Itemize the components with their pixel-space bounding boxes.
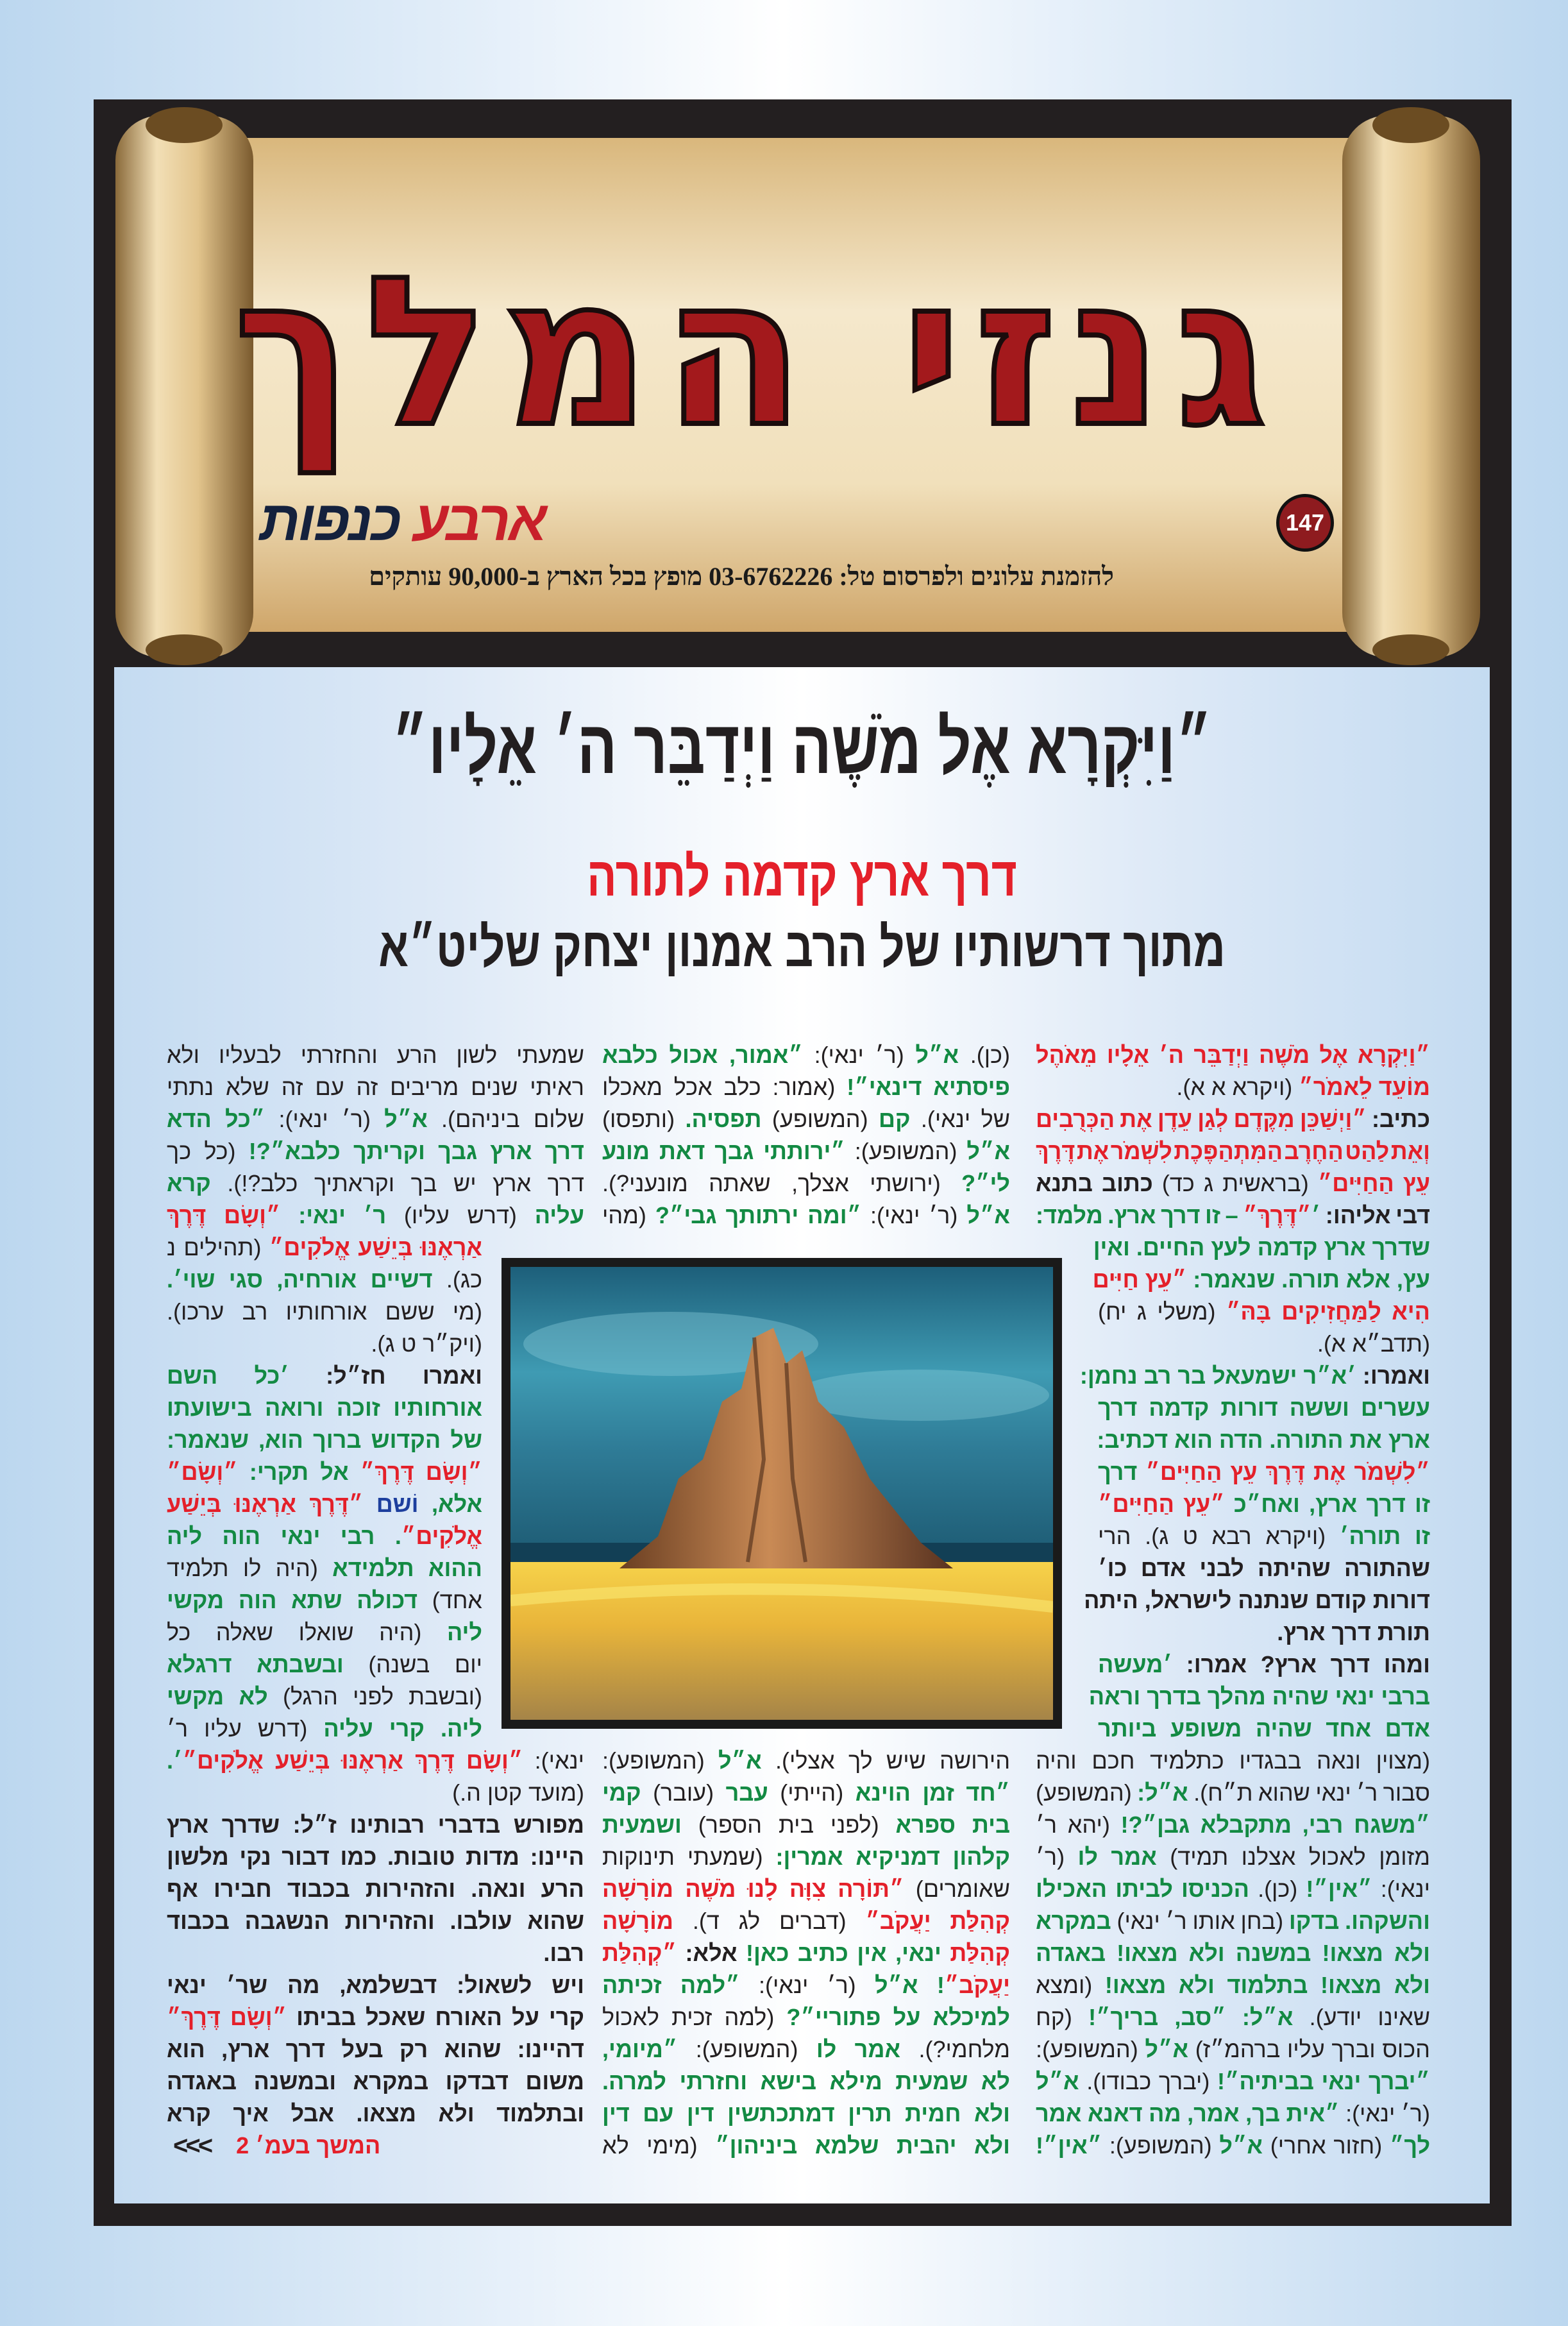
- text-run: סבור ר׳ ינאי שהוא ת״ח).: [1188, 1779, 1430, 1806]
- text-line: [1036, 1873, 1430, 1905]
- text-run: (הייתי): [768, 1779, 844, 1806]
- text-run: שמעתי לשון הרע והחזרתי לבעליו ולא: [167, 1042, 584, 1068]
- text-line: [1036, 1296, 1430, 1328]
- aramaic-source-text: במקרא: [1036, 1908, 1111, 1934]
- text-run: (המשופע): [1036, 1779, 1132, 1806]
- text-run: שאינו יודע).: [1293, 2004, 1430, 2030]
- aramaic-source-text: קרא: [167, 1170, 211, 1196]
- aramaic-source-text: ולא מצאו! במשנה ולא מצאו! באגדה: [1036, 1940, 1430, 1966]
- aramaic-source-text: עבר: [714, 1779, 768, 1806]
- text-line: [602, 1937, 1010, 1969]
- aramaic-source-text: אל תקרי:: [237, 1459, 360, 1485]
- text-line: [1036, 2066, 1430, 2098]
- text-run: יום בשנה): [343, 1651, 482, 1677]
- text-run: רבו.: [543, 1940, 584, 1966]
- landscape-image: [510, 1267, 1053, 1720]
- aramaic-source-text: ליה: [421, 1619, 483, 1645]
- text-line: [1036, 1713, 1430, 1745]
- text-line: [1036, 1103, 1430, 1135]
- text-run: (ויקרא רבא ט ג). הרי: [1098, 1523, 1340, 1549]
- text-run: (תהילים נ: [167, 1234, 269, 1261]
- desert-rock-painting: [502, 1258, 1062, 1729]
- aramaic-source-text: ! א״ל: [856, 1972, 945, 1998]
- logo-word-1: ארבע: [413, 489, 545, 552]
- text-run: משום דבדקו במקרא ובמשנה באגדה: [167, 2068, 584, 2094]
- text-run: (ר׳ ינאי):: [265, 1106, 371, 1132]
- aramaic-source-text: ״אין״!: [1036, 2132, 1102, 2159]
- text-run: (חזור אחרי): [1263, 2132, 1383, 2159]
- text-run: ויש לשאול: דבשלמא, מה שר׳ ינאי: [167, 1972, 584, 1998]
- aramaic-source-text: לא שמעית מילא בישא וחזרתי למרה.: [602, 2068, 1010, 2094]
- text-run: (מועד קטן ה.): [452, 1779, 584, 1806]
- text-run: (אמור: כלב אכל מאכלו: [602, 1074, 836, 1100]
- aramaic-source-text: ברבי ינאי שהיה מהלך בדרך וראה: [1088, 1683, 1430, 1710]
- text-run: מלחמי?).: [900, 2036, 1011, 2062]
- text-line: [1036, 1841, 1430, 1873]
- aramaic-source-text: והשקהו. בדקו: [1283, 1908, 1430, 1934]
- text-line: [167, 1777, 584, 1809]
- text-line: [167, 2033, 584, 2066]
- text-line: [167, 1809, 584, 1841]
- aramaic-source-text: בית ספרא: [879, 1812, 1010, 1838]
- text-run: דהיינו: שהוא רק בעל דרך ארץ, הוא: [167, 2036, 584, 2062]
- aramaic-source-text: א״ל: ״סב, בריך״!: [1072, 2004, 1294, 2030]
- scripture-quote: הִיא לַמַּחֲזִיקִים בָּהּ״: [1226, 1298, 1431, 1325]
- text-run: (ירושתי אצלך, שאתה מונעני?).: [602, 1170, 941, 1196]
- text-run: (ר׳ ינאי):: [861, 1202, 958, 1228]
- text-line: [1036, 2130, 1430, 2162]
- text-line: [167, 1969, 584, 2001]
- aramaic-source-text: אמר לו: [798, 2036, 901, 2062]
- aramaic-source-text: למיכלא על פתוריי״?: [774, 2004, 1010, 2030]
- text-line: [1036, 1969, 1430, 2001]
- text-line: [602, 1969, 1010, 2001]
- text-run: (שמעתי תינוקות: [602, 1844, 763, 1870]
- text-run: ומהו דרך ארץ? אמרו:: [1172, 1651, 1430, 1677]
- text-line: [1036, 1649, 1430, 1681]
- scripture-quote: יַעֲקֹב״: [944, 1972, 1010, 1998]
- text-run: (ויק״ר ט ג).: [371, 1330, 482, 1357]
- text-line: [167, 1039, 584, 1071]
- scripture-quote: קְהִלַּת יַעֲקֹב״: [865, 1908, 1011, 1934]
- text-line: [1036, 1552, 1430, 1584]
- text-run: מזומן לאכול אצלנו תמיד): [1156, 1844, 1430, 1870]
- scripture-quote: ״תּוֹרָה צִוָּה לָנוּ מֹשֶׁה מוֹרָשָׁה: [602, 1876, 904, 1902]
- aramaic-source-text: א״ל: [957, 1202, 1010, 1228]
- aramaic-source-text: ולא מצאו! בתלמוד ולא מצאו!: [1092, 1972, 1430, 1998]
- aramaic-source-text: ׳.: [167, 1747, 183, 1774]
- text-run: שלום ביניהם).: [427, 1106, 584, 1132]
- aramaic-source-text: שדרך ארץ קדמה לעץ החיים. ואין: [1093, 1234, 1430, 1261]
- aramaic-source-text: זו דרך ארץ, ואח״כ: [1224, 1491, 1430, 1517]
- aramaic-source-text: א״ל: [904, 1042, 959, 1068]
- text-run: אחד): [417, 1587, 482, 1613]
- text-line: [167, 1873, 584, 1905]
- text-run: ינאי):: [1372, 1876, 1430, 1902]
- aramaic-source-text: ״כל הדא: [167, 1106, 266, 1132]
- text-line: [167, 2001, 584, 2033]
- issue-number-badge: 147: [1276, 494, 1334, 552]
- text-run: היינו: מדות טובות. כמו דבור נקי מלשון: [167, 1844, 584, 1870]
- scripture-quote: וְאֵת לַהַט הַחֶרֶב הַמִּתְהַפֶּכֶת לִשְׁמֹר אֶת דֶּרֶךְ: [1036, 1138, 1430, 1164]
- scripture-quote: ״וַיְשַׁכֵּן מִקֶּדֶם לְגַן עֵדֶן אֶת הַכְּרֻבִים: [1036, 1106, 1367, 1132]
- text-line: [167, 1071, 584, 1103]
- text-line: [1036, 1200, 1430, 1232]
- aramaic-source-text: א״ל: [371, 1106, 428, 1132]
- text-run: שהתורה שהיתה לבני אדם כו׳: [1098, 1555, 1430, 1581]
- text-line: [602, 2098, 1010, 2130]
- text-line: [602, 2130, 1010, 2162]
- text-run: (לפני בית הספר): [681, 1812, 879, 1838]
- text-run: (ר׳ ינאי):: [802, 1042, 904, 1068]
- scripture-quote: ״דֶּרֶךְ אַרְאֶנּוּ בְּיֵשַׁע: [167, 1491, 364, 1517]
- text-line: [1036, 2001, 1430, 2033]
- text-run: קרי על האורח שאכל בביתו: [287, 2004, 585, 2030]
- text-line: [1036, 1809, 1430, 1841]
- aramaic-source-text: אמר לו: [1065, 1844, 1157, 1870]
- text-run: של ינאי).: [910, 1106, 1011, 1132]
- text-line: [1036, 1681, 1430, 1713]
- text-run: אלא:: [677, 1940, 738, 1966]
- text-run: ינאי):: [523, 1747, 584, 1774]
- advertising-contact-line: להזמנת עלונים ולפרסום טל: 03-6762226 מופץ בכל הארץ ב-90,000 עותקים: [369, 562, 1114, 591]
- aramaic-source-text: – זו דרך ארץ. מלמד:: [1036, 1202, 1243, 1228]
- text-line: [1036, 1360, 1430, 1392]
- text-run: (ומצא: [1036, 1972, 1093, 1998]
- aramaic-source-text: דרך ארץ גבך וקריתך כלבא״?!: [235, 1138, 584, 1164]
- aramaic-source-text: ״ומה ירתותך גבי״?: [646, 1202, 862, 1228]
- aramaic-source-text: לי״?: [940, 1170, 1011, 1196]
- aramaic-source-text: אורחותיו זוכה ורואה בישועתו: [167, 1395, 482, 1421]
- aramaic-source-text: א״ל:: [1131, 1779, 1188, 1806]
- aramaic-source-text: ובשבתא דרגלא: [167, 1651, 344, 1677]
- text-run: הכוס וברך עליו ברהמ״ז): [1188, 2036, 1430, 2062]
- text-line: [602, 1200, 1010, 1232]
- text-run: (המשופע):: [677, 2036, 798, 2062]
- text-run: ואמרו:: [1356, 1362, 1430, 1389]
- aramaic-source-text: ר׳ ינאי:: [280, 1202, 387, 1228]
- text-run: (מי ששם אורחותיו רב ערכו).: [167, 1298, 482, 1325]
- aramaic-source-text: ׳כל השם: [167, 1362, 289, 1389]
- text-line: [1036, 1488, 1430, 1520]
- aramaic-source-text: ״למה זכיתה: [602, 1972, 740, 1998]
- scripture-quote: מוֹעֵד לֵאמֹר״: [1299, 1074, 1430, 1100]
- text-run: כתיב:: [1366, 1106, 1430, 1132]
- text-line: [1036, 1905, 1430, 1937]
- text-run: הירושה שיש לך אצלי).: [761, 1747, 1011, 1774]
- article-subtitle-red: דרך ארץ קדמה לתורה: [587, 846, 1017, 908]
- scripture-quote: ״עֵץ חַיִּים: [1092, 1266, 1187, 1293]
- aramaic-source-text: א״ל: [957, 1138, 1011, 1164]
- aramaic-source-text: א״ל: [1211, 2132, 1263, 2159]
- aramaic-source-text: לך״: [1382, 2132, 1431, 2159]
- text-run: (מצוין ונאה בבגדיו כתלמיד חכם והיה: [1036, 1747, 1430, 1774]
- text-line: [602, 1777, 1010, 1809]
- text-run: (ויקרא א א).: [1176, 1074, 1299, 1100]
- text-line: [602, 1039, 1010, 1071]
- text-line: [1036, 1264, 1430, 1296]
- arrows-left-icon: <<<: [173, 2132, 211, 2160]
- text-run: (דרש עליו): [386, 1202, 517, 1228]
- aramaic-source-text: תפסיה.: [675, 1106, 762, 1132]
- scripture-quote: ״וְשָׂם״: [167, 1459, 238, 1485]
- text-run: (המשופע): [761, 1106, 868, 1132]
- text-run: (מהי: [602, 1202, 646, 1228]
- column-middle-top-lines: [602, 1039, 1010, 1232]
- aramaic-source-text: עץ, אלא תורה. שנאמר:: [1186, 1266, 1430, 1293]
- scripture-quote: ״וְשָׂם דֶּרֶךְ: [167, 1202, 281, 1228]
- aramaic-source-text: ״אית בך, אמר, מה דאנא אמר: [1036, 2100, 1340, 2127]
- text-line: [167, 1937, 584, 1969]
- scripture-quote: ״וְשָׂם דֶּרֶךְ״: [167, 2004, 287, 2030]
- text-line: [602, 2001, 1010, 2033]
- text-line: [602, 1167, 1010, 1200]
- arba-kanfot-logo: [259, 486, 545, 556]
- text-run: (המשופע):: [1036, 2036, 1138, 2062]
- aramaic-source-text: לא מקשי: [167, 1683, 268, 1710]
- continued-label: המשך בעמ׳ 2: [236, 2132, 381, 2159]
- scripture-quote: ״עֵץ הַחַיִּים״: [1098, 1491, 1225, 1517]
- aramaic-source-text: ׳: [1311, 1202, 1321, 1228]
- text-line: [602, 1745, 1010, 1777]
- scripture-quote: ״דֶּרֶךְ״: [1243, 1202, 1311, 1228]
- text-run: (כל כך: [167, 1138, 236, 1164]
- text-run: וֹשם: [363, 1491, 419, 1517]
- aramaic-source-text: ״חד זמן הוינא: [843, 1779, 1010, 1806]
- aramaic-source-text: ליה. קרי עליה: [307, 1715, 483, 1742]
- text-run: דורות קודם שנתנה לישראל, היתה: [1084, 1587, 1430, 1613]
- text-line: [1036, 1392, 1430, 1424]
- text-line: [167, 2098, 584, 2130]
- aramaic-source-text: ״משגח רבי, מתקבלא גבן״?!: [1109, 1812, 1431, 1838]
- text-run: כתוב בתנא: [1036, 1170, 1153, 1196]
- text-run: (ותפסו): [602, 1106, 675, 1132]
- scripture-quote: ״וְשָׂם דֶּרֶךְ אַרְאֶנּוּ בְּיֵשַׁע אֱלֹקִים״: [182, 1747, 523, 1774]
- text-line: [1036, 1520, 1430, 1552]
- aramaic-source-text: ״ירותתי גבך דאת מונע: [602, 1138, 845, 1164]
- text-line: [1036, 1071, 1430, 1103]
- text-run: (יברך כבודו).: [1079, 2068, 1210, 2094]
- scripture-quote: אַרְאֶנּוּ בְּיֵשַׁע אֱלֹקִים״: [269, 1234, 482, 1261]
- text-line: [602, 1905, 1010, 1937]
- text-run: (דרש עליו ר׳: [167, 1715, 308, 1742]
- scripture-quote: מוֹרָשָׁה: [602, 1908, 674, 1934]
- aramaic-source-text: ולא חמית תרין דמתכתשין דין עם דין: [602, 2100, 1010, 2127]
- text-line: [1036, 1617, 1430, 1649]
- aramaic-source-text: ״אמור, אכול כלבא: [602, 1042, 803, 1068]
- text-line: [167, 1200, 584, 1232]
- aramaic-source-text: קם: [868, 1106, 911, 1132]
- aramaic-source-text: ושמעית: [602, 1812, 682, 1838]
- text-run: (משלי ג יח): [1098, 1298, 1226, 1325]
- text-line: [1036, 1456, 1430, 1488]
- text-run: (תדב״א א).: [1317, 1330, 1430, 1357]
- text-line: [167, 2066, 584, 2098]
- aramaic-source-text: ׳א״ר ישמעאל בר רב נחמן:: [1079, 1362, 1356, 1389]
- article-subtitle-author: מתוך דרשותיו של הרב אמנון יצחק שליט״א: [378, 917, 1226, 978]
- article-title: ״וַיִּקְרָא אֶל מֹשֶׁה וַיְדַבֵּר ה׳ אֵלָיו״: [391, 705, 1213, 790]
- aramaic-source-text: קמי: [602, 1779, 641, 1806]
- text-line: [602, 1103, 1010, 1135]
- text-line: [167, 1103, 584, 1135]
- aramaic-source-text: זו תורה׳: [1339, 1523, 1430, 1549]
- text-run: ואמרו חז״ל:: [289, 1362, 482, 1389]
- scripture-quote: ״וַיִּקְרָא אֶל מֹשֶׁה וַיְדַבֵּר ה׳ אֵלָיו מֵאֹהֶל: [1036, 1042, 1430, 1068]
- aramaic-source-text: ארץ את התורה. הדה הוא דכתיב:: [1097, 1427, 1430, 1453]
- continued-on-page-link[interactable]: [167, 2130, 584, 2162]
- text-run: (כן).: [959, 1042, 1010, 1068]
- logo-word-2: כנפות: [259, 489, 400, 552]
- text-line: [1036, 2033, 1430, 2066]
- text-line: [602, 1809, 1010, 1841]
- text-line: [1036, 1328, 1430, 1360]
- text-line: [1036, 1584, 1430, 1617]
- text-run: שאומרים): [904, 1876, 1010, 1902]
- aramaic-source-text: הכניסו לביתו האכילו: [1036, 1876, 1249, 1902]
- aramaic-source-text: ׳מעשה: [1098, 1651, 1172, 1677]
- aramaic-source-text: ההוא תלמידא: [317, 1555, 483, 1581]
- scripture-quote: ״לִשְׁמֹר אֶת דֶּרֶךְ עֵץ הַחַיִּים״: [1145, 1459, 1430, 1485]
- text-run: דבי אליהו:: [1320, 1202, 1430, 1228]
- text-line: [167, 1135, 584, 1167]
- column-right-lines: [1036, 1039, 1430, 2162]
- text-line: [602, 2033, 1010, 2066]
- text-line: [1036, 1135, 1430, 1167]
- text-line: [1036, 1745, 1430, 1777]
- text-run: הרע ונאה. והזהירות בכבוד חבירו אף: [167, 1876, 584, 1902]
- text-run: (קח: [1036, 2004, 1072, 2030]
- text-run: מפורש בדברי רבותינו ז״ל: שדרך ארץ: [167, 1812, 584, 1838]
- text-line: [1036, 1039, 1430, 1071]
- masthead-title: גנזי המלך: [233, 233, 1280, 472]
- text-run: (עובר): [641, 1779, 714, 1806]
- aramaic-source-text: א״ל: [704, 1747, 762, 1774]
- scripture-quote: אֱלֹקִים״: [401, 1523, 482, 1549]
- aramaic-source-text: עשרים וששה דורות קדמה דרך: [1098, 1395, 1430, 1421]
- text-run: (ובשבת לפני הרגל): [267, 1683, 482, 1710]
- text-run: (כן).: [1249, 1876, 1298, 1902]
- text-line: [1036, 2098, 1430, 2130]
- aramaic-source-text: דכולה שתא הוה מקשי: [167, 1587, 418, 1613]
- text-run: (היה לו תלמיד: [167, 1555, 318, 1581]
- aramaic-source-text: דשיים אורחיה, סגי שוי׳.: [167, 1266, 433, 1293]
- text-run: (למה זכית לאכול: [602, 2004, 775, 2030]
- column-middle-bottom-lines: [602, 1745, 1010, 2162]
- aramaic-source-text: ״מיומי,: [602, 2036, 678, 2062]
- text-line: [1036, 1424, 1430, 1456]
- aramaic-source-text: ולא יהבית שלמא ביניהון״: [697, 2132, 1010, 2159]
- scripture-quote: ״קְהִלַּת: [602, 1940, 677, 1966]
- text-run: (מימי לא: [602, 2132, 698, 2159]
- aramaic-source-text: ״יברך ינאי בביתיה״!: [1210, 2068, 1430, 2094]
- text-run: (בראשית ג כד): [1152, 1170, 1318, 1196]
- text-line: [602, 1841, 1010, 1873]
- aramaic-source-text: א״ל: [1138, 2036, 1189, 2062]
- text-run: ראיתי שנים מריבים זה עם זה שלא נתתי: [167, 1074, 584, 1100]
- aramaic-source-text: פיסתיא דינאי״!: [835, 1074, 1010, 1100]
- text-run: (המשופע):: [845, 1138, 957, 1164]
- text-line: [167, 1905, 584, 1937]
- aramaic-source-text: דרך: [1098, 1459, 1146, 1485]
- text-run: (המשופע):: [1102, 2132, 1212, 2159]
- aramaic-source-text: ינאי, אין כתיב כאן!: [737, 1940, 941, 1966]
- aramaic-source-text: של הקדוש ברוך הוא, שנאמר:: [167, 1427, 482, 1453]
- text-run: (ר׳: [1036, 1844, 1065, 1870]
- text-line: [602, 1135, 1010, 1167]
- text-line: [1036, 1232, 1430, 1264]
- aramaic-source-text: א״ל: [1036, 2068, 1079, 2094]
- text-run: שהוא עולבו. והזהירות הנשגבה בכבוד: [167, 1908, 584, 1934]
- text-run: (היה שואלו שאלה כל: [167, 1619, 422, 1645]
- text-run: (המשופע):: [602, 1747, 705, 1774]
- text-line: [602, 2066, 1010, 2098]
- text-line: [602, 1071, 1010, 1103]
- text-run: תורת דרך ארץ.: [1277, 1619, 1430, 1645]
- text-line: [602, 1873, 1010, 1905]
- text-run: (בחן אותו ר׳ ינאי): [1111, 1908, 1284, 1934]
- aramaic-source-text: אדם אחד שהיה משופע ביותר: [1098, 1715, 1430, 1742]
- text-run: ובתלמוד ולא מצאו. אבל איך קרא: [167, 2100, 584, 2127]
- text-line: [1036, 1167, 1430, 1200]
- aramaic-source-text: קלהון דמניקיא אמרין:: [763, 1844, 1011, 1870]
- text-run: (דברים לג ד).: [673, 1908, 866, 1934]
- text-line: [167, 1745, 584, 1777]
- scripture-quote: קְהִלַּת: [941, 1940, 1010, 1966]
- text-run: (יהא ר׳: [1036, 1812, 1110, 1838]
- scripture-quote: ״וְשָׂם דֶּרֶךְ״: [360, 1459, 482, 1485]
- scripture-quote: עֵץ הַחַיִּים״: [1317, 1170, 1430, 1196]
- text-line: [167, 1841, 584, 1873]
- text-line: [167, 1167, 584, 1200]
- aramaic-source-text: ״אין״!: [1297, 1876, 1372, 1902]
- aramaic-source-text: עליה: [516, 1202, 585, 1228]
- aramaic-source-text: . רבי ינאי הוה ליה: [167, 1523, 401, 1549]
- text-run: דרך ארץ יש בך וקראתיך כלב?!).: [210, 1170, 584, 1196]
- text-run: כג).: [432, 1266, 482, 1293]
- text-line: [1036, 1777, 1430, 1809]
- text-column-right: [1036, 1039, 1430, 2162]
- text-run: (ר׳ ינאי):: [739, 1972, 856, 1998]
- text-run: (ר׳ ינאי):: [1339, 2100, 1431, 2127]
- aramaic-source-text: אלא,: [418, 1491, 482, 1517]
- text-line: [1036, 1937, 1430, 1969]
